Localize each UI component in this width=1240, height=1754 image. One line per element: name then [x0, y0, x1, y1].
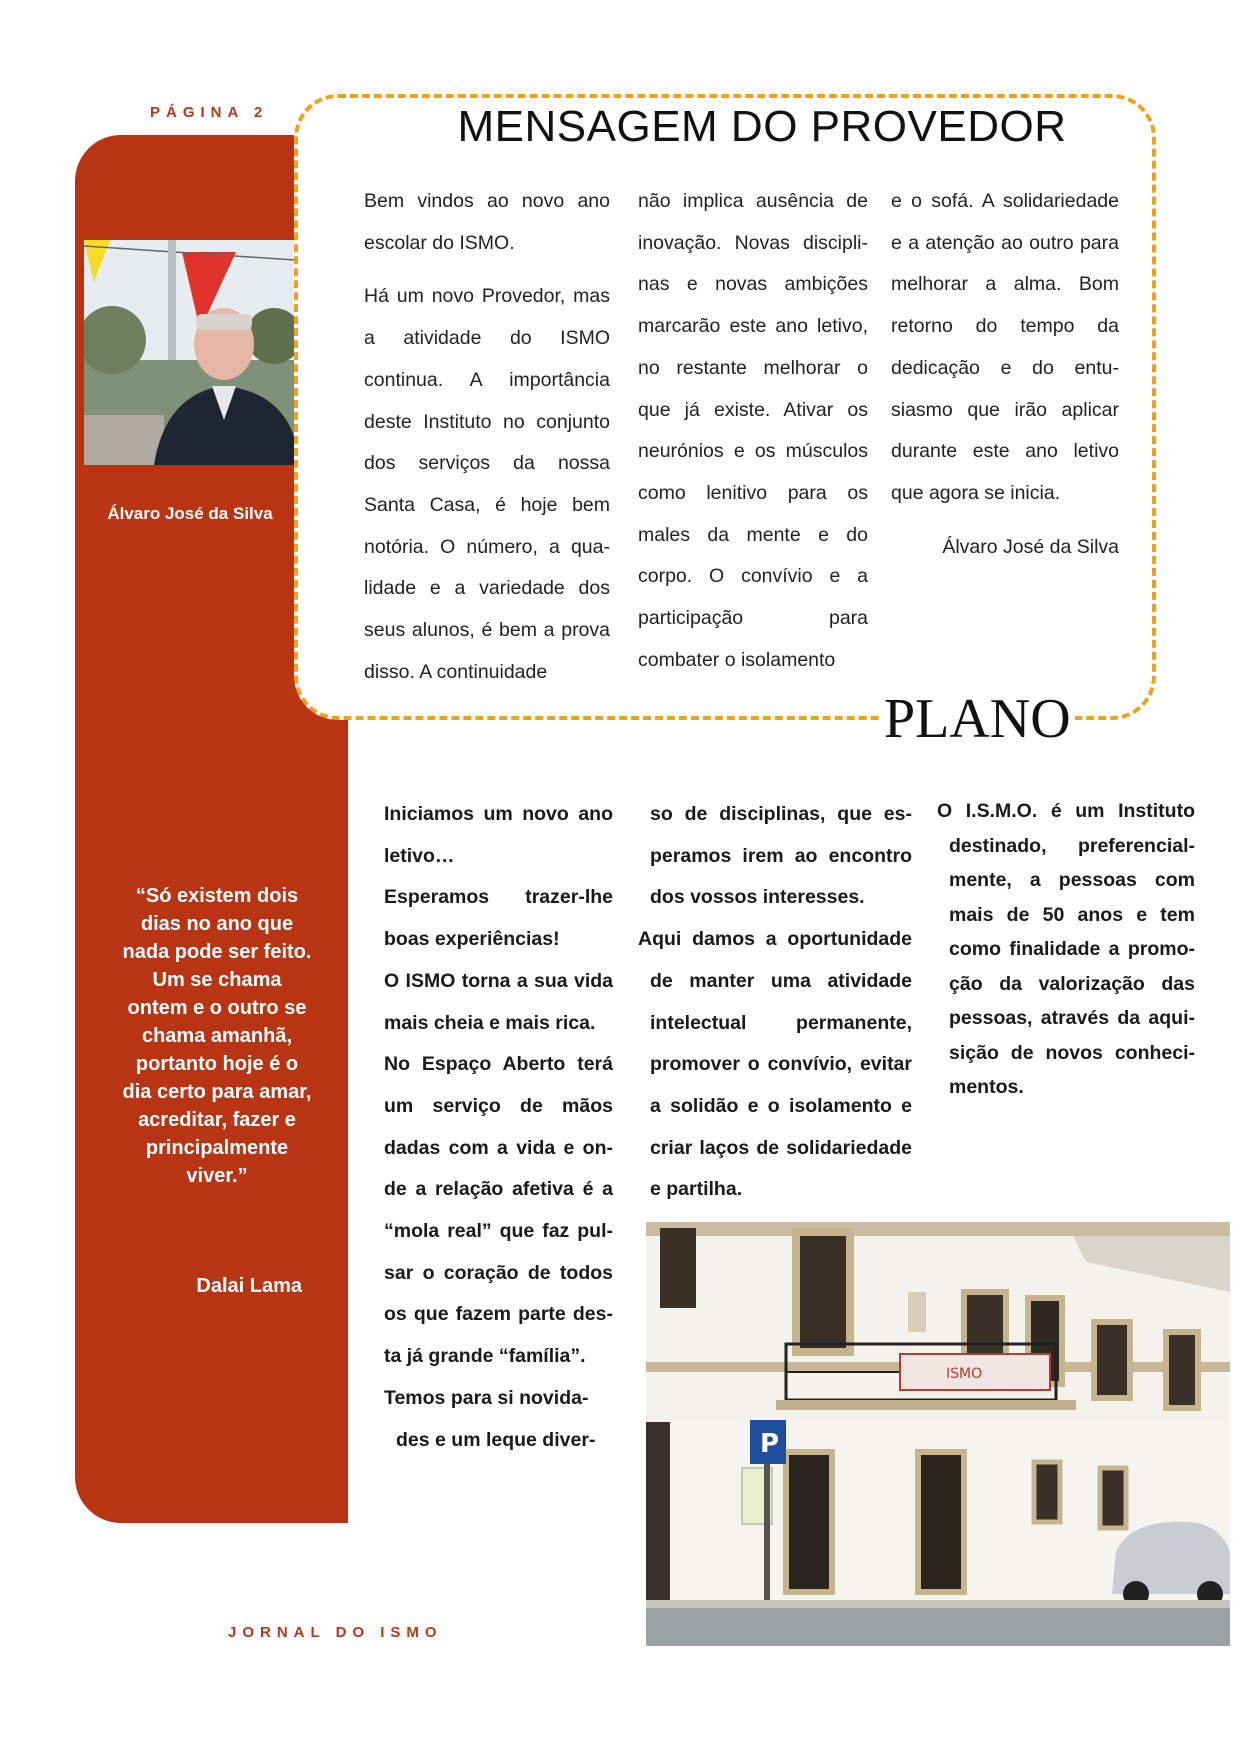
- plano-paragraph-continuation: des e um leque diver-: [396, 1428, 596, 1451]
- parking-sign-text: P: [760, 1429, 780, 1459]
- plano-column-3: [937, 794, 1195, 1105]
- message-title: MENSAGEM DO PROVEDOR: [457, 102, 1067, 151]
- message-paragraph: Bem vindos ao novo ano escolar do ISMO.: [364, 190, 610, 254]
- portrait-caption: Álvaro José da Silva: [107, 504, 273, 523]
- message-column-3: [891, 181, 1119, 580]
- ismo-building-photo: [646, 1222, 1230, 1646]
- plano-paragraph: O ISMO torna a sua vida mais cheia e mais rica.: [384, 969, 613, 1034]
- footer-publication-label: JORNAL DO ISMO: [228, 1624, 443, 1641]
- plano-paragraph: Iniciamos um novo ano letivo…: [384, 803, 613, 867]
- plano-column-1: [384, 794, 613, 1461]
- message-paragraph: Há um novo Provedor, mas a atividade do ISMO continua. A importância deste Instituto no conjunto dos serviços da nossa Santa Casa, é hoje bem notória. O número, a qualidade e a variedade dos seus alunos, é bem a prova disso. A continuidade: [364, 285, 610, 683]
- plano-heading: PLANO: [880, 686, 1075, 752]
- message-column-2: [638, 181, 868, 693]
- quote-author: Dalai Lama: [196, 1275, 302, 1297]
- portrait-image: [84, 240, 295, 465]
- message-column-1: [364, 181, 610, 705]
- sidebar-quote: “Só existem dois dias no ano que nada pode ser feito. Um se chama ontem e o outro se chama amanhã, portanto hoje é o dia certo para amar, acreditar, fazer e principalmente viver.”: [122, 885, 312, 1187]
- provedor-portrait-photo: [84, 240, 295, 465]
- plano-paragraph: O I.S.M.O. é um Instituto destinado, preferencialmente, a pessoas com mais de 50 anos e tem como finalidade a promoção da valorização das pessoas, através da aquisição de novos conhecimentos.: [937, 800, 1195, 1098]
- plano-column-2: [638, 794, 912, 1211]
- message-signature: Álvaro José da Silva: [942, 535, 1119, 558]
- building-image: [646, 1222, 1230, 1646]
- plano-paragraph: No Espaço Aberto terá um serviço de mãos dadas com a vida e onde a relação afetiva é a “mola real” que faz pulsar o coração de todos os que fazem parte desta já grande “família”.: [384, 1053, 613, 1368]
- plano-paragraph: Aqui damos a oportunidade de manter uma atividade intelectual permanente, promover o convívio, evitar a solidão e o isolamento e criar laços de solidariedade e partilha.: [638, 928, 912, 1201]
- message-paragraph: e o sofá. A solidariedade e a atenção ao outro para melhorar a alma. Bom retorno do tempo da dedicação e do entusiasmo que irão aplicar durante este ano letivo que agora se inicia.: [891, 190, 1119, 504]
- page-number-label: PÁGINA 2: [150, 104, 269, 121]
- plano-paragraph: Temos para si novida-: [384, 1386, 589, 1409]
- banner-text: ISMO: [946, 1366, 983, 1382]
- plano-paragraph: so de disciplinas, que esperamos irem ao encontro dos vossos interesses.: [650, 803, 912, 909]
- message-paragraph: não implica ausência de inovação. Novas disciplinas e novas ambições marcarão este ano letivo, no restante melhorar o que já existe. Ativar os neurónios e os músculos como lenitivo para os males da mente e do corpo. O convívio e a participação para combater o isolamento: [638, 190, 868, 671]
- plano-paragraph: Esperamos trazer-lhe boas experiências!: [384, 886, 613, 951]
